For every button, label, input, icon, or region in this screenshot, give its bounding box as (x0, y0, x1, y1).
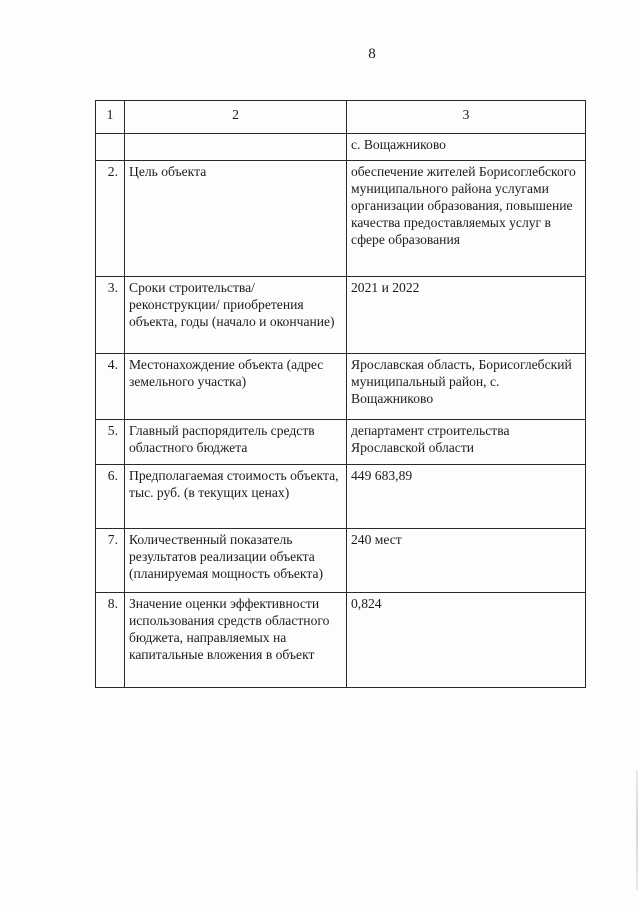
row-label: Количественный показатель результатов реализации объекта (планируемая мощность объекта) (125, 529, 347, 593)
row-value: 240 мест (347, 529, 586, 593)
table-row (96, 465, 586, 529)
row-number: 5. (96, 420, 125, 465)
row-value: 0,824 (347, 593, 586, 688)
header-cell-3: 3 (347, 101, 586, 134)
table-header-row (96, 101, 586, 134)
row-value: 2021 и 2022 (347, 277, 586, 354)
scan-edge-shadow (636, 770, 638, 890)
row-value: 449 683,89 (347, 465, 586, 529)
row-number (96, 134, 125, 161)
row-value: Ярославская область, Борисоглебский муниципальный район, с. Вощажниково (347, 354, 586, 420)
row-value: обеспечение жителей Борисоглебского муниципального района услугами организации образования, повышение качества предоставляемых услуг в сфере образования (347, 161, 586, 277)
row-number: 2. (96, 161, 125, 277)
table-row (96, 277, 586, 354)
header-cell-2: 2 (125, 101, 347, 134)
row-number: 7. (96, 529, 125, 593)
table-row (96, 134, 586, 161)
row-label: Цель объекта (125, 161, 347, 277)
row-label: Предполагаемая стоимость объекта, тыс. руб. (в текущих ценах) (125, 465, 347, 529)
row-number: 6. (96, 465, 125, 529)
table-row (96, 420, 586, 465)
row-label (125, 134, 347, 161)
page-number: 8 (368, 46, 376, 62)
row-label: Значение оценки эффективности использования средств областного бюджета, направляемых на капитальные вложения в объект (125, 593, 347, 688)
table-row (96, 161, 586, 277)
table-row (96, 354, 586, 420)
row-value: с. Вощажниково (347, 134, 586, 161)
row-number: 4. (96, 354, 125, 420)
row-label: Местонахождение объекта (адрес земельного участка) (125, 354, 347, 420)
row-label: Сроки строительства/ реконструкции/ приобретения объекта, годы (начало и окончание) (125, 277, 347, 354)
row-value: департамент строительства Ярославской области (347, 420, 586, 465)
table-row (96, 529, 586, 593)
row-number: 3. (96, 277, 125, 354)
header-cell-1: 1 (96, 101, 125, 134)
row-number: 8. (96, 593, 125, 688)
table-row (96, 593, 586, 688)
row-label: Главный распорядитель средств областного бюджета (125, 420, 347, 465)
object-passport-table (95, 100, 586, 688)
